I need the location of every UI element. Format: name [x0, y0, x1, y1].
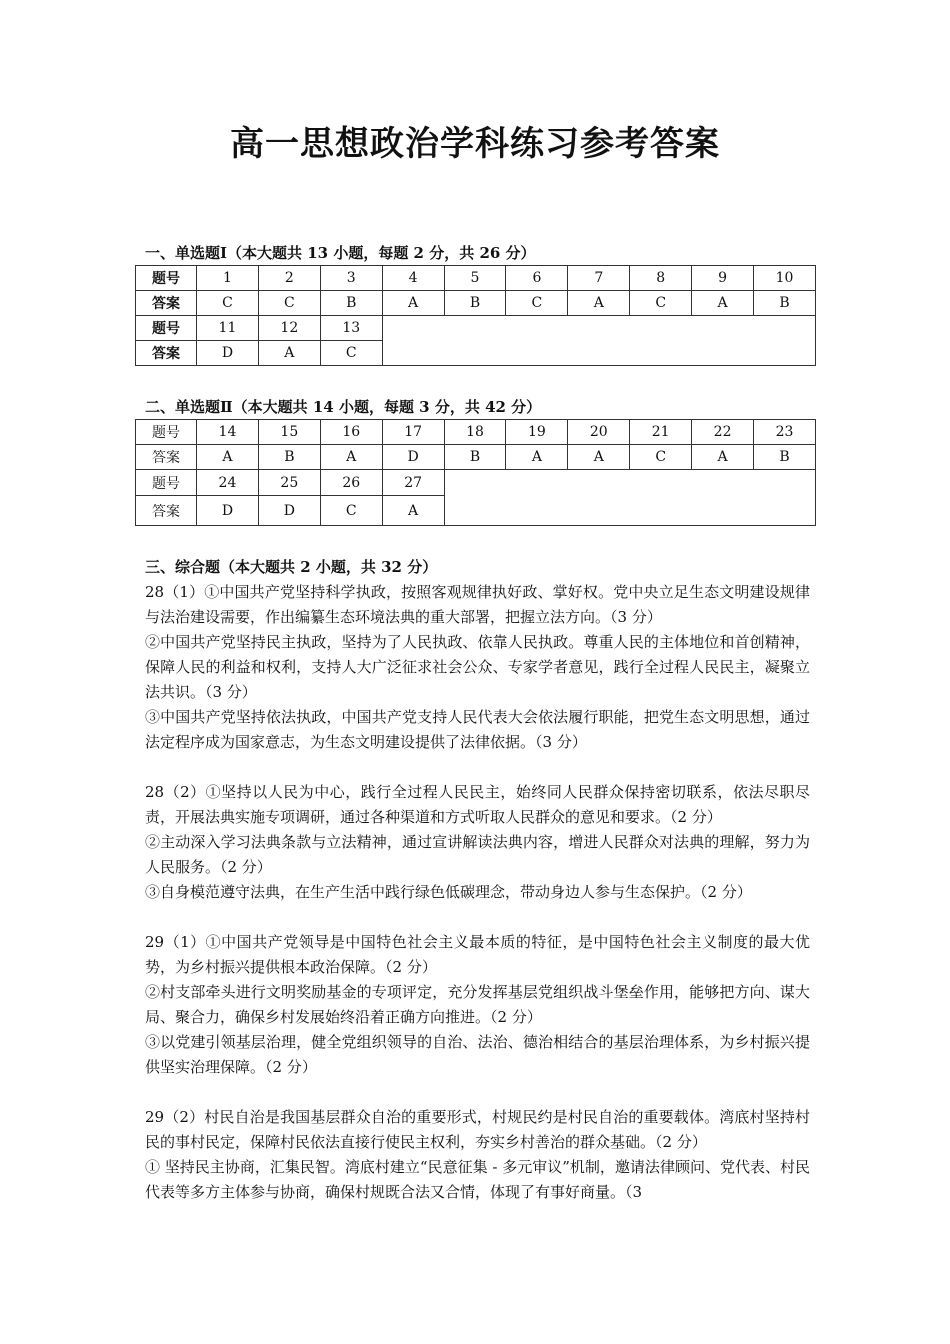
question-number: 7 [568, 266, 630, 291]
question-number: 18 [444, 420, 506, 445]
answer-paragraph: ③自身模范遵守法典，在生产生活中践行绿色低碳理念，带动身边人参与生态保护。（2 分） [145, 883, 752, 901]
question-number: 12 [258, 316, 320, 341]
answer-label: 答案 [136, 445, 197, 470]
table-row [136, 266, 816, 291]
answer: A [258, 341, 320, 366]
answer: C [630, 445, 692, 470]
question-number: 20 [568, 420, 630, 445]
answer-paragraph: ②村支部牵头进行文明奖励基金的专项评定，充分发挥基层党组织战斗堡垒作用，能够把方向、谋大局、聚合力，确保乡村发展始终沿着正确方向推进。（2 分） [145, 983, 810, 1026]
answer: C [320, 496, 382, 526]
table-row [136, 470, 816, 496]
section3-heading: 三、综合题（本大题共 2 小题，共 32 分） [145, 558, 438, 576]
question-number-label: 题号 [136, 316, 197, 341]
empty-cell [382, 316, 815, 366]
answer-paragraph: 28（1）①中国共产党坚持科学执政，按照客观规律执好政、掌好权。党中央立足生态文明建设规律与法治建设需要，作出编纂生态环境法典的重大部署，把握立法方向。（3 分） [145, 583, 810, 626]
empty-cell [444, 470, 815, 526]
table-row [136, 316, 816, 341]
question-number: 16 [320, 420, 382, 445]
question-number-label: 题号 [136, 420, 197, 445]
answer: A [568, 291, 630, 316]
table-row [136, 445, 816, 470]
answer: D [197, 496, 259, 526]
answer: C [630, 291, 692, 316]
answer-label: 答案 [136, 496, 197, 526]
section1-heading: 一、单选题Ⅰ（本大题共 13 小题，每题 2 分，共 26 分） [145, 244, 536, 262]
question-number: 14 [197, 420, 259, 445]
question-number: 6 [506, 266, 568, 291]
answer: A [382, 291, 444, 316]
answer: B [320, 291, 382, 316]
question-number: 13 [320, 316, 382, 341]
answer-label: 答案 [136, 341, 197, 366]
answer: D [197, 341, 259, 366]
question-number: 4 [382, 266, 444, 291]
answer: B [444, 445, 506, 470]
answer: B [754, 291, 816, 316]
answer-paragraph: 29（2）村民自治是我国基层群众自治的重要形式，村规民约是村民自治的重要载体。湾底村坚持村民的事村民定，保障村民依法直接行使民主权利，夯实乡村善治的群众基础。（2 分） [145, 1108, 810, 1151]
question-number: 8 [630, 266, 692, 291]
answer-paragraph: 29（1）①中国共产党领导是中国特色社会主义最本质的特征，是中国特色社会主义制度的最大优势，为乡村振兴提供根本政治保障。（2 分） [145, 933, 810, 976]
question-number: 17 [382, 420, 444, 445]
question-number: 19 [506, 420, 568, 445]
table-row [136, 420, 816, 445]
answer: B [444, 291, 506, 316]
question-number: 24 [197, 470, 259, 496]
question-number: 27 [382, 470, 444, 496]
answer-paragraph: ②主动深入学习法典条款与立法精神，通过宣讲解读法典内容，增进人民群众对法典的理解，努力为人民服务。（2 分） [145, 833, 810, 876]
answer-paragraph: ②中国共产党坚持民主执政，坚持为了人民执政、依靠人民执政。尊重人民的主体地位和首创精神，保障人民的利益和权利，支持人大广泛征求社会公众、专家学者意见，践行全过程人民民主，凝聚立法共识。（3 分） [145, 633, 810, 701]
question-number: 23 [754, 420, 816, 445]
question-number: 21 [630, 420, 692, 445]
question-number-label: 题号 [136, 470, 197, 496]
answer: D [382, 445, 444, 470]
answer-paragraph: ① 坚持民主协商，汇集民智。湾底村建立“民意征集 - 多元审议”机制，邀请法律顾问、党代表、村民代表等多方主体参与协商，确保村规既合法又合情，体现了有事好商量。（3 [145, 1158, 810, 1201]
answer: B [754, 445, 816, 470]
question-number: 11 [197, 316, 259, 341]
answer: C [320, 341, 382, 366]
answer: A [568, 445, 630, 470]
answer: A [692, 291, 754, 316]
question-number: 3 [320, 266, 382, 291]
answer-paragraph: ③中国共产党坚持依法执政，中国共产党支持人民代表大会依法履行职能，把党生态文明思想，通过法定程序成为国家意志，为生态文明建设提供了法律依据。（3 分） [145, 708, 810, 751]
question-number: 10 [754, 266, 816, 291]
table-row [136, 291, 816, 316]
section1-answer-table [135, 265, 816, 366]
question-number: 5 [444, 266, 506, 291]
question-number: 25 [258, 470, 320, 496]
answer-label: 答案 [136, 291, 197, 316]
answer: A [506, 445, 568, 470]
answer: C [197, 291, 259, 316]
question-number: 9 [692, 266, 754, 291]
section2-heading: 二、单选题Ⅱ（本大题共 14 小题，每题 3 分，共 42 分） [145, 398, 542, 416]
question-number-label: 题号 [136, 266, 197, 291]
answer-paragraph: 28（2）①坚持以人民为中心，践行全过程人民民主，始终同人民群众保持密切联系，依法尽职尽责，开展法典实施专项调研，通过各种渠道和方式听取人民群众的意见和要求。（2 分） [145, 783, 810, 826]
answer: A [320, 445, 382, 470]
answer: A [197, 445, 259, 470]
answer: A [692, 445, 754, 470]
question-number: 2 [258, 266, 320, 291]
question-number: 15 [258, 420, 320, 445]
answer: D [258, 496, 320, 526]
page-title: 高一思想政治学科练习参考答案 [230, 124, 720, 164]
answer: A [382, 496, 444, 526]
question-number: 22 [692, 420, 754, 445]
answer-paragraph: ③以党建引领基层治理，健全党组织领导的自治、法治、德治相结合的基层治理体系，为乡村振兴提供坚实治理保障。（2 分） [145, 1033, 810, 1076]
question-number: 26 [320, 470, 382, 496]
section2-answer-table [135, 419, 816, 526]
question-number: 1 [197, 266, 259, 291]
answer: C [506, 291, 568, 316]
answer: C [258, 291, 320, 316]
answer: B [258, 445, 320, 470]
section3-body [145, 555, 810, 1205]
